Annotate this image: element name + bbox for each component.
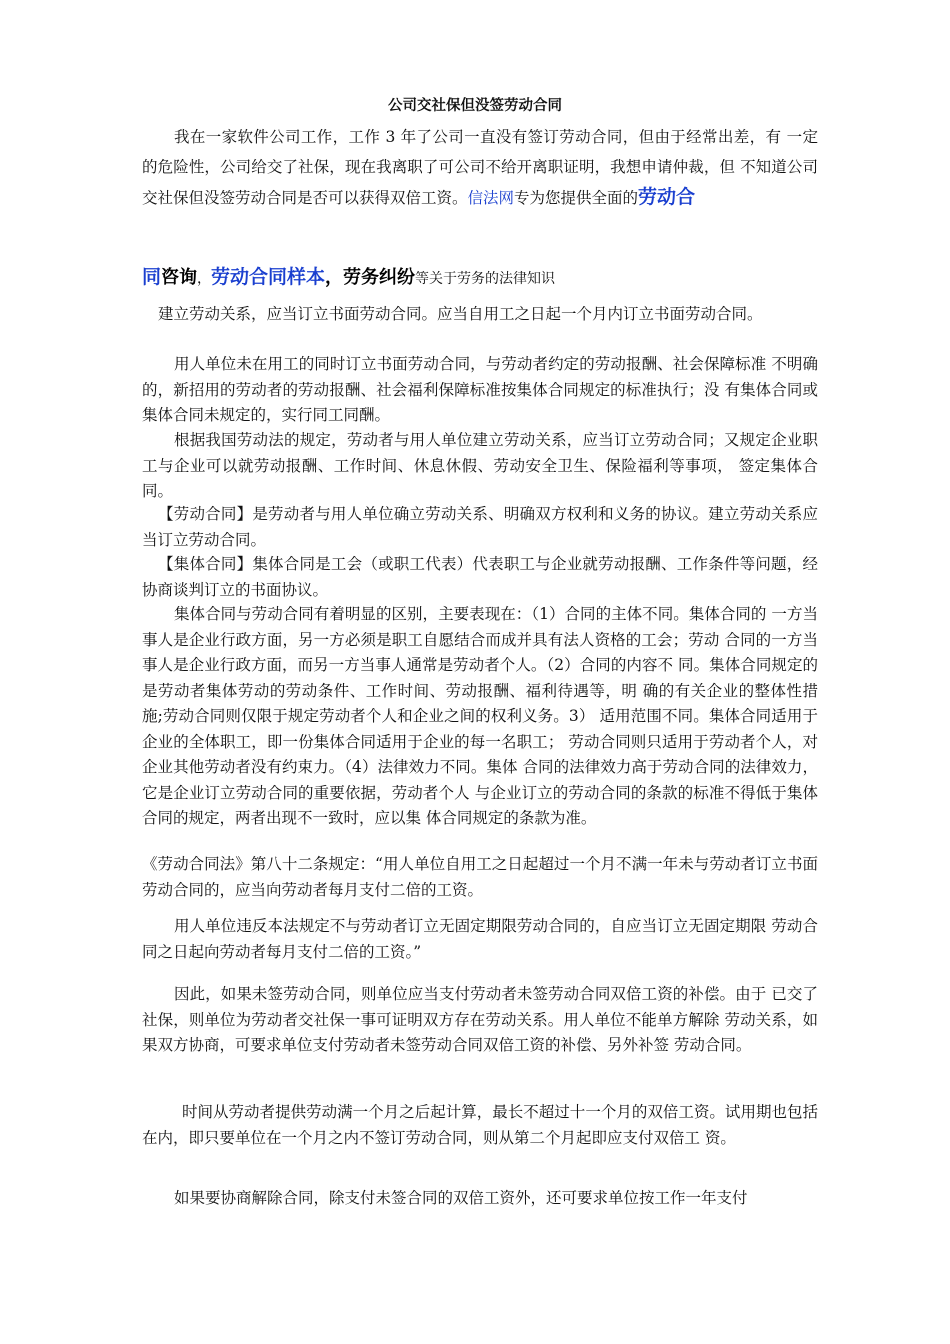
keyword-tail: 等关于劳务的法律知识 — [415, 271, 556, 287]
paragraph-8: 用人单位违反本法规定不与劳动者订立无固定期限劳动合同的，自应当订立无固定期限 劳动合同之日起向劳动者每月支付二倍的工资。” — [142, 917, 818, 961]
paragraph-11: 如果要协商解除合同，除支付未签合同的双倍工资外，还可要求单位按工作一年支付 — [174, 1189, 748, 1207]
keyword-labor-contract-link[interactable]: 劳动合 — [638, 186, 696, 208]
paragraph-7: 《劳动合同法》第八十二条规定：“用人单位自用工之日起超过一个月不满一年未与劳动者订立书面劳动合同的，应当向劳动者每月支付二倍的工资。 — [142, 855, 818, 899]
paragraph-9: 因此，如果未签劳动合同，则单位应当支付劳动者未签劳动合同双倍工资的补偿。由于 已交了社保，则单位为劳动者交社保一事可证明双方存在劳动关系。用人单位不能单方解除 劳动关系，如果双方协商，可要求单位支付劳动者未签劳动合同双倍工资的补偿、另外补签 劳动合同。 — [142, 985, 818, 1054]
intro-text: 我在一家软件公司工作，工作 3 年了公司一直没有签订劳动合同，但由于经常出差，有 一定的危险性，公司给交了社保，现在我离职了可公司不给开离职证明，我想申请仲裁，但 不知道公司交社保但没签劳动合同是否可以获得双倍工资。 — [142, 128, 818, 207]
keyword-sep: ， — [197, 271, 212, 287]
paragraph-6: 集体合同与劳动合同有着明显的区别，主要表现在：（1）合同的主体不同。集体合同的 一方当事人是企业行政方面，另一方必须是职工自愿结合而成并具有法人资格的工会；劳动 合同的一方当事人是企业行政方面，而另一方当事人通常是劳动者个人。（2）合同的内容不 同。集体合同规定的是劳动者集体劳动的劳动条件、工作时间、劳动报酬、福利待遇等，明 确的有关企业的整体性措施;劳动合同则仅限于规定劳动者个人和企业之间的权利义务。3） 适用范围不同。集体合同适用于企业的全体职工，即一份集体合同适用于企业的每一名职工； 劳动合同则只适用于劳动者个人，对企业其他劳动者没有约束力。（4）法律效力不同。集体 合同的法律效力高于劳动合同的法律效力，它是企业订立劳动合同的重要依据，劳动者个人 与企业订立的劳动合同的条款的标准不得低于集体合同的规定，两者出现不一致时，应以集 体合同规定的条款为准。 — [142, 605, 818, 827]
intro-after-link: 专为您提供全面的 — [514, 189, 639, 207]
paragraph-4: 【劳动合同】是劳动者与用人单位确立劳动关系、明确双方权利和义务的协议。建立劳动关系应当订立劳动合同。 — [142, 505, 818, 549]
keyword-sep-2: ， — [325, 267, 344, 288]
keyword-labor-dispute: 劳务纠纷 — [343, 267, 416, 288]
keyword-consult: 咨询 — [161, 267, 198, 288]
keyword-labor-contract-cont[interactable]: 同 — [142, 266, 162, 288]
paragraph-5: 【集体合同】集体合同是工会（或职工代表）代表职工与企业就劳动报酬、工作条件等问题，经协商谈判订立的书面协议。 — [142, 555, 818, 599]
paragraph-10: 时间从劳动者提供劳动满一个月之后起计算，最长不超过十一个月的双倍工资。试用期也包括在内，即只要单位在一个月之内不签订劳动合同，则从第二个月起即应支付双倍工 资。 — [142, 1103, 818, 1147]
paragraph-3: 根据我国劳动法的规定，劳动者与用人单位建立劳动关系，应当订立劳动合同；又规定企业职工与企业可以就劳动报酬、工作时间、休息休假、劳动安全卫生、保险福利等事项， 签定集体合同。 — [142, 431, 818, 500]
paragraph-1: 建立劳动关系，应当订立书面劳动合同。应当自用工之日起一个月内订立书面劳动合同。 — [158, 305, 763, 323]
intro-paragraph — [142, 122, 818, 213]
page-title: 公司交社保但没签劳动合同 — [388, 98, 562, 114]
paragraph-2: 用人单位未在用工的同时订立书面劳动合同，与劳动者约定的劳动报酬、社会保障标准 不明确的，新招用的劳动者的劳动报酬、社会福利保障标准按集体合同规定的标准执行；没 有集体合同或集体合同未规定的，实行同工同酬。 — [142, 355, 818, 424]
xinfawang-link[interactable]: 信法网 — [467, 189, 515, 207]
keywords-line — [142, 262, 818, 294]
keyword-contract-sample-link[interactable]: 劳动合同样本 — [211, 266, 326, 288]
